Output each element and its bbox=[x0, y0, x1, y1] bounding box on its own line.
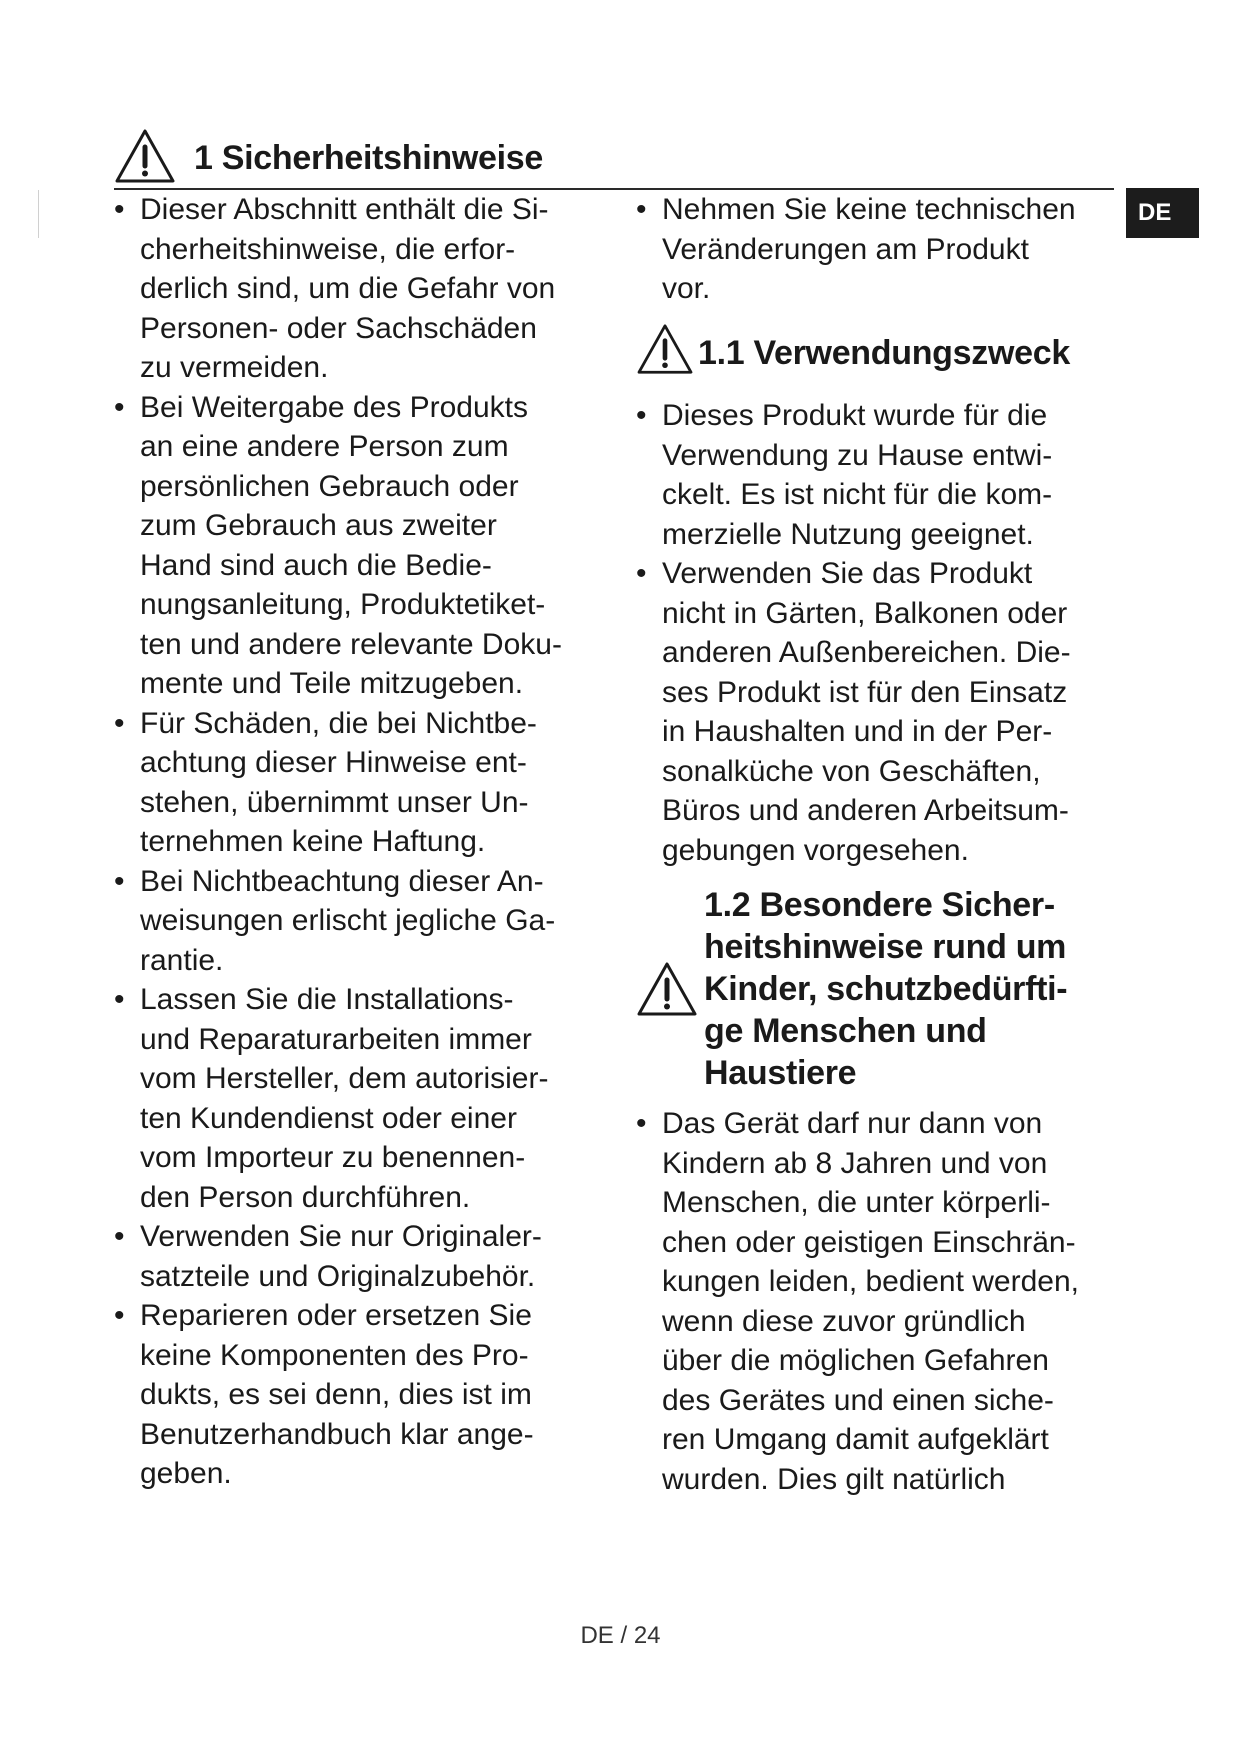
subsection-heading-1-1 bbox=[636, 323, 1136, 385]
subsection-title: 1.2 Besondere Sicher- heitshinweise rund um Kinder, schutzbedürfti- ge Menschen und Haustiere bbox=[704, 886, 1068, 1092]
list-item: • Für Schäden, die bei Nichtbe- achtung dieser Hinweise ent- stehen, übernimmt unser Un- ternehmen keine Haftung. bbox=[114, 704, 614, 862]
list-item: • Bei Weitergabe des Produkts an eine andere Person zum persönlichen Gebrauch oder zum Gebrauch aus zweiter Hand sind auch die Bedie- nungsanleitung, Produktetiket- ten und andere relevante Doku- mente und Teile mitzugeben. bbox=[114, 388, 614, 704]
left-column bbox=[114, 190, 614, 1494]
list-item: • Lassen Sie die Installations- und Reparaturarbeiten immer vom Hersteller, dem autorisier- ten Kundendienst oder einer vom Importeur zu benennen- den Person durchführen. bbox=[114, 980, 614, 1217]
warning-triangle-icon bbox=[636, 323, 694, 385]
page-title: 1 Sicherheitshinweise bbox=[194, 139, 543, 177]
warning-triangle-icon bbox=[114, 128, 176, 189]
list-item: • Das Gerät darf nur dann von Kindern ab 8 Jahren und von Menschen, die unter körperli- chen oder geistigen Einschrän- kungen leiden, bedient werden, wenn diese zuvor gründlich über die möglichen Gefahren des Gerätes und einen siche- ren Umgang damit aufgeklärt wurden. Dies gilt natürlich bbox=[636, 1104, 1136, 1499]
list-item: • Dieser Abschnitt enthält die Si- cherheitshinweise, die erfor- derlich sind, um die Gefahr von Personen- oder Sachschäden zu vermeiden. bbox=[114, 190, 614, 388]
list-item: • Bei Nichtbeachtung dieser An- weisungen erlischt jegliche Ga- rantie. bbox=[114, 862, 614, 981]
subsection-title: 1.1 Verwendungszweck bbox=[698, 333, 1070, 372]
list-item: • Verwenden Sie nur Originaler- satzteile und Originalzubehör. bbox=[114, 1217, 614, 1296]
list-item: • Verwenden Sie das Produkt nicht in Gärten, Balkonen oder anderen Außenbereichen. Die- ses Produkt ist für den Einsatz in Haushalten und in der Per- sonalküche von Geschäften, Büros und anderen Arbeitsum- gebungen vorgesehen. bbox=[636, 554, 1136, 870]
page-number: DE / 24 bbox=[580, 1622, 661, 1649]
language-tab: DE bbox=[1126, 188, 1199, 238]
list-item: • Reparieren oder ersetzen Sie keine Komponenten des Pro- dukts, es sei denn, dies ist im Benutzerhandbuch klar ange- geben. bbox=[114, 1296, 614, 1494]
list-item: • Nehmen Sie keine technischen Veränderungen am Produkt vor. bbox=[636, 190, 1136, 309]
section-heading bbox=[114, 128, 543, 189]
warning-triangle-icon bbox=[636, 961, 704, 1017]
right-column bbox=[636, 190, 1136, 1499]
margin-mark bbox=[38, 190, 39, 238]
list-item: • Dieses Produkt wurde für die Verwendung zu Hause entwi- ckelt. Es ist nicht für die kom- merzielle Nutzung geeignet. bbox=[636, 396, 1136, 554]
subsection-heading-1-2 bbox=[636, 884, 1136, 1094]
